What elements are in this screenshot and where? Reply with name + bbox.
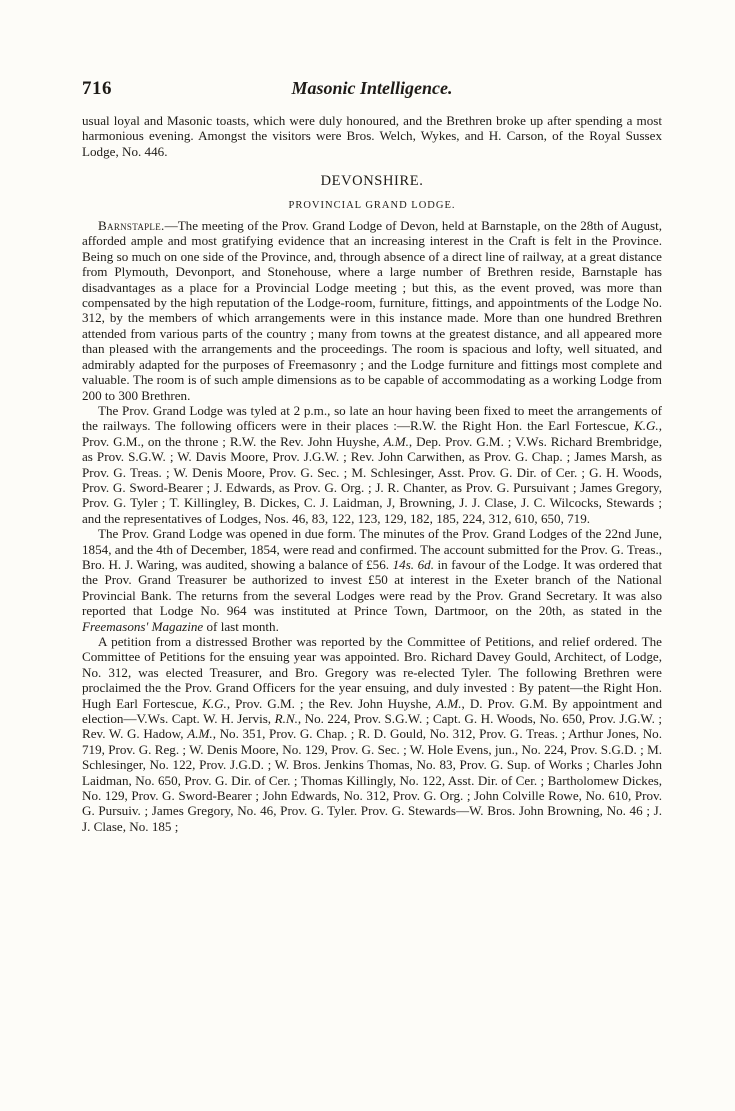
body-text [82, 113, 662, 834]
text-run: The Prov. Grand Lodge was tyled at 2 p.m., so late an hour having been fixed to meet the arrangements of the railways. The following officers were in their places :—R.W. the Right Hon. the Earl Fortescue, [82, 402, 662, 434]
continuation-paragraph: usual loyal and Masonic toasts, which were duly honoured, and the Brethren broke up after spending a most harmonious evening. Amongst the visitors were Bros. Welch, Wykes, and H. Carson, of the Royal Sussex Lodge, No. 446. [82, 113, 662, 159]
text-run: , Prov. G.M. ; the Rev. John Huyshe, [226, 695, 437, 711]
running-title: Masonic Intelligence. [291, 78, 453, 98]
paragraph-barnstaple [82, 218, 662, 403]
page-header [82, 78, 662, 102]
text-run: , Dep. Prov. G.M. ; V.Ws. Richard Brembridge, as Prov. S.G.W. ; W. Davis Moore, Prov. J.G.W. ; Rev. John Carwithen, as Prov. G. Chap. ; James Marsh, as Prov. G. Treas. ; W. Denis Moore, Prov. G. Sec. ; M. Schlesinger, Asst. Prov. G. Dir. of Cer. ; G. H. Woods, Prov. G. Sword-Bearer ; J. Edwards, as Prov. G. Org. ; J. R. Chanter, as Prov. G. Pursuivant ; James Gregory, Prov. G. Tyler ; T. Killingley, B. Dickes, C. J. Laidman, J, Browning, J. J. Clase, J. C. Wilcocks, Stewards ; and the representatives of Lodges, Nos. 46, 83, 122, 123, 129, 182, 185, 224, 312, 610, 650, 719. [82, 433, 662, 526]
place-name: Barnstaple. [98, 218, 165, 234]
paragraph-text: —The meeting of the Prov. Grand Lodge of Devon, held at Barnstaple, on the 28th of August, afforded ample and most gratifying evidence that an increasing interest in the Craft is felt in the Province. Being so much on one side of the Province, and, through absence of a direct line of railway, at a great distance from Plymouth, Devonport, and Stonehouse, where a large number of Brethren reside, Barnstaple has disadvantages as a place for a Provincial Lodge meeting ; but this, as the event proved, was more than compensated by the high reputation of the Lodge-room, furniture, fittings, and appointments of the Lodge No. 312, by the members of which arrangements were in this instance made. More than one hundred Brethren attended from various parts of the country ; many from towns at the greatest distance, and all appeared more than pleased with the arrangements and the proceedings. The room is spacious and lofty, well situated, and admirably adapted for the purposes of Freemasonry ; and the Lodge furniture and fittings most complete and valuable. The room is of such ample dimensions as to be capable of accommodating as a working Lodge from 200 to 300 Brethren. [82, 218, 662, 403]
italic-run: Freemasons' Magazine [82, 618, 204, 634]
text-run: of last month. [203, 618, 279, 634]
text-run: , No. 224, Prov. S.G.W. ; Capt. G. H. Woods, No. 650, Prov. J.G.W. ; Rev. W. G. Hadow, [82, 711, 662, 742]
italic-run: A.M. [187, 726, 213, 742]
italic-run: K.G. [202, 695, 227, 711]
paragraph-officers [82, 403, 662, 526]
italic-run: 14s. 6d. [392, 556, 434, 572]
italic-run: A.M. [383, 433, 409, 449]
italic-run: R.N. [274, 711, 298, 727]
text-run: , Prov. G.M., on the throne ; R.W. the Rev. John Huyshe, [82, 418, 662, 449]
text-run: A petition from a distressed Brother was reported by the Committee of Petitions, and relief ordered. The Committee of Petitions for the ensuing year was appointed. Bro. Richard Davey Gould, Architect, of Lodge, No. 312, was elected Treasurer, and Bro. Gregory was re-elected Tyler. The following Brethren were proclaimed the the Prov. Grand Officers for the year ensuing, and duly invested : By patent—the Right Hon. Hugh Earl Fortescue, [82, 634, 662, 711]
italic-run: K.G. [633, 418, 659, 434]
text-run: , D. Prov. G.M. By appointment and election—V.Ws. Capt. W. H. Jervis, [82, 695, 662, 727]
text-run: in favour of the Lodge. It was ordered that the Prov. Grand Treasurer be authorized to invest £50 at interest in the Exeter branch of the National Provincial Bank. The returns from the several Lodges were read by the Prov. Grand Secretary. It was also reported that Lodge No. 964 was instituted at Prince Town, Dartmoor, on the 20th, as stated in the [82, 556, 662, 619]
page-number: 716 [82, 78, 112, 99]
text-run: The Prov. Grand Lodge was opened in due form. The minutes of the Prov. Grand Lodges of the 22nd June, 1854, and the 4th of December, 1854, were read and confirmed. The account submitted for the Prov. G. Treas., Bro. H. J. Waring, was audited, showing a balance of £56. [82, 526, 662, 572]
section-subheading: PROVINCIAL GRAND LODGE. [288, 199, 456, 211]
paragraph-minutes [82, 526, 662, 634]
section-heading: DEVONSHIRE. [320, 173, 424, 190]
italic-run: A.M. [436, 695, 462, 711]
text-run: , No. 351, Prov. G. Chap. ; R. D. Gould, No. 312, Prov. G. Treas. ; Arthur Jones, No. 719, Prov. G. Reg. ; W. Denis Moore, No. 129, Prov. G. Sec. ; W. Hole Evens, jun., No. 224, Prov. S.G.D. ; M. Schlesinger, No. 122, Prov. J.G.D. ; W. Bros. Jenkins Thomas, No. 83, Prov. G. Sup. of Works ; Charles John Laidman, No. 650, Prov. G. Dir. of Cer. ; Thomas Killingly, No. 122, Asst. Dir. of Cer. ; Bartholomew Dickes, No. 129, Prov. G. Sword-Bearer ; John Edwards, No. 312, Prov. G. Org. ; John Colville Rowe, No. 610, Prov. G. Pursuiv. ; James Gregory, No. 46, Prov. G. Tyler. Prov. G. Stewards—W. Bros. John Browning, No. 46 ; J. J. Clase, No. 185 ; [82, 726, 662, 834]
paragraph-petition [82, 634, 662, 834]
